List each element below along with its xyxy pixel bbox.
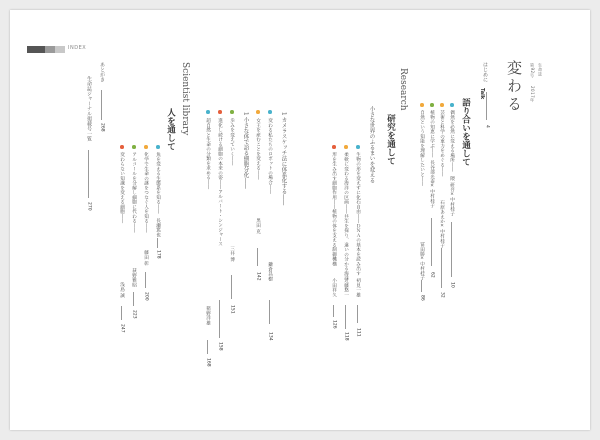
sci-entry-3-person: 荻野雅昭 [131, 268, 137, 287]
story-entry-5-person: 猪野洋雄 [205, 306, 211, 325]
story-entry-1-leader [269, 300, 270, 324]
story-entry-4-text: 進化し続ける細胞の本来の姿――アルバート・シンジャース [217, 118, 223, 247]
sci-entry-3-dot [132, 145, 136, 149]
story-entry-2-dot [256, 110, 260, 114]
scientist-heading: 人を通して [165, 108, 176, 151]
research-entry-1-page: 111 [355, 328, 361, 337]
scientist-en: Scientist library [180, 62, 190, 136]
story-entry-1-person: 鎌倉昌樹 [267, 262, 273, 281]
sci-entry-4-leader [121, 306, 122, 320]
research-entry-3-leader [333, 305, 334, 317]
small-2: 1 小さな体で語る細胞分化―― [242, 112, 249, 189]
research-entry-3-person: 小田祥久 [331, 278, 337, 297]
story-entry-4-leader [219, 300, 220, 338]
hajimeni-page: 4 [484, 125, 490, 128]
sci-entry-4-page: 247 [119, 324, 125, 333]
talk-heading: 語り合いを通して [460, 98, 471, 166]
sci-entry-2-text: 化学で生命の謎をつなぐ人を知る―― [143, 152, 149, 233]
story-entry-2-person: 黒田 克 [255, 218, 261, 234]
sci-entry-3-page: 223 [131, 310, 137, 319]
story-entry-3-page: 151 [229, 305, 235, 314]
talk-en: Talk [479, 88, 485, 100]
talk-entry-2-page: 32 [439, 292, 445, 298]
afterword-page: 268 [99, 123, 105, 132]
research-entry-1-dot [356, 145, 360, 149]
story-entry-5-leader [207, 340, 208, 354]
research-entry-2-dot [344, 145, 348, 149]
story-entry-2-text: 女王を産むことを変える―― [255, 118, 261, 180]
talk-entry-3-leader [431, 218, 432, 266]
sci-entry-2-dot [144, 145, 148, 149]
index-page [10, 10, 590, 430]
talk-entry-4-page: 86 [419, 295, 425, 301]
talk-entry-4-dot [420, 103, 424, 107]
research-entry-2-person: 近藤悠一 [343, 278, 349, 297]
sci-entry-2-page: 200 [143, 292, 149, 301]
talk-entry-1-person: 隈 研吾×中村桂子 [449, 176, 455, 217]
story-entry-2-page: 142 [255, 272, 261, 281]
sci-entry-4-text: 変わらない知識を変える細胞―― [119, 152, 125, 224]
sci-entry-1-text: 魚を変える生態系を知る―― [155, 152, 161, 214]
small-1: 1 カメラスケッチ法に体系化する―― [280, 112, 287, 206]
talk-entry-4-text: 自然という知能を理解したいと―― [419, 110, 425, 186]
talk-entry-3-page: 62 [429, 272, 435, 278]
research-entry-1-leader [357, 305, 358, 323]
research-entry-3-text: 形を生み出す細胞作用――植物の体を支える制御機構 [331, 152, 337, 266]
story-entry-5-dot [206, 110, 210, 114]
talk-entry-3-dot [430, 103, 434, 107]
sci-entry-1-page: 178 [155, 250, 161, 259]
story-entry-3-leader [231, 275, 232, 299]
talk-entry-2-dot [440, 103, 444, 107]
research-entry-3-dot [332, 145, 336, 149]
afterword-leader [101, 90, 102, 120]
talk-entry-4-person: 冨田勝×中村桂子 [419, 242, 425, 281]
sci-entry-3-text: アルコールを分解し細胞に代わる―― [131, 152, 137, 233]
research-entry-1-person: 初見一雄 [355, 278, 361, 297]
hajimeni-leader [486, 92, 487, 120]
research-intro: 小さな世界のふるまいを変える [368, 106, 375, 183]
talk-entry-1-leader [451, 222, 452, 277]
talk-entry-3-person: 長谷部光泰×中村桂子 [429, 160, 435, 208]
journal-list-label: 生命誌ジャーナル掲載号一覧 [86, 76, 92, 141]
story-entry-4-dot [218, 110, 222, 114]
story-entry-1-page: 134 [267, 332, 273, 341]
talk-entry-1-dot [450, 103, 454, 107]
sci-entry-1-leader [157, 238, 158, 248]
story-entry-3-dot [230, 110, 234, 114]
talk-entry-2-text: 芸術と科学の重力をめぐる―― [439, 110, 445, 177]
hajimeni-label: はじめに [482, 62, 488, 82]
research-entry-2-text: 柔軟に変わる海洋の区画――共生を探り、違いの分かる海洋 [343, 152, 349, 281]
header-bar-mid [45, 46, 55, 53]
research-en: Research [398, 68, 408, 111]
sci-entry-1-dot [156, 145, 160, 149]
series-label: 生命誌 [538, 63, 543, 77]
talk-entry-2-person: 石原あえか×中村桂子 [439, 200, 445, 248]
journal-list-page: 270 [86, 202, 92, 211]
sci-entry-2-leader [145, 272, 146, 288]
story-entry-1-dot [268, 110, 272, 114]
story-entry-5-text: 超自然と生命の分類を求める―― [205, 118, 211, 190]
series-volume: 第92号 [530, 63, 535, 79]
sci-entry-2-person: 藤田 彰 [143, 250, 149, 266]
story-entry-3-person: 三井 博 [229, 246, 235, 262]
story-entry-1-text: 変わる私たちのロボットの場合―― [267, 118, 273, 194]
header-label: INDEX [68, 45, 87, 51]
story-entry-5-page: 168 [205, 358, 211, 367]
journal-list-leader [88, 150, 89, 198]
series-year: 2017年 [530, 86, 535, 103]
header-bar-light [55, 46, 65, 53]
sci-entry-4-person: 浅島 誠 [119, 282, 125, 298]
talk-entry-3-text: 植物の知恵に学ぶ―― [429, 110, 435, 158]
research-heading: 研究を通して [385, 114, 396, 165]
page-title: 変わる [505, 60, 523, 114]
talk-entry-4-leader [421, 280, 422, 292]
research-entry-3-page: 126 [331, 320, 337, 329]
research-entry-2-leader [345, 305, 346, 329]
story-entry-2-leader [257, 248, 258, 266]
talk-entry-1-page: 10 [449, 282, 455, 288]
research-entry-1-text: 生物の形を変えずに化石自由――ＤＮＡの基本を読み出す [355, 152, 361, 276]
sci-entry-4-dot [120, 145, 124, 149]
talk-entry-1-text: 偶然を必然に変える場所―― [449, 110, 455, 172]
talk-entry-2-leader [441, 248, 442, 288]
sci-entry-1-person: 長瀬篤也 [155, 218, 161, 237]
story-entry-3-text: 歩みを変えていく―― [229, 118, 235, 166]
header-bar-dark [27, 46, 45, 53]
research-entry-2-page: 118 [343, 332, 349, 341]
story-entry-4-page: 158 [217, 342, 223, 351]
sci-entry-3-leader [133, 292, 134, 306]
afterword-label: あとがき [99, 62, 105, 82]
